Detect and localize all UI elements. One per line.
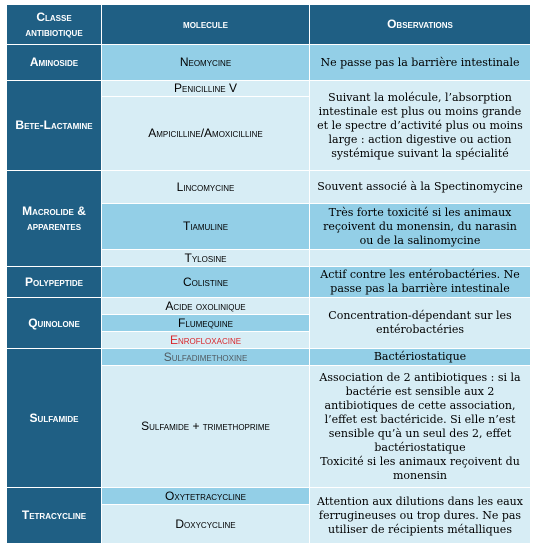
table-row [7, 298, 531, 315]
class-quinolone: Quinolone [7, 298, 102, 349]
observation-lincomycine: Souvent associé à la Spectinomycine [310, 171, 531, 204]
observation-polypeptide: Actif contre les entérobactéries. Ne passe pas la barrière intestinale [310, 267, 531, 298]
class-aminoside: Aminoside [7, 45, 102, 81]
molecule-neomycine: Neomycine [102, 45, 310, 81]
class-macrolide: Macrolide & apparentes [7, 171, 102, 267]
observation-sulfamide-toxicite: Toxicité si les animaux reçoivent du monensin [320, 454, 520, 482]
class-sulfamide: Sulfamide [7, 349, 102, 488]
observation-beta-lactamine: Suivant la molécule, l’absorption intestinale est plus ou moins grande et le spectre d’activité plus ou moins large : action digestive ou action systémique suivant la spécialité [310, 81, 531, 171]
molecule-sulfadimethoxine: Sulfadimethoxine [102, 349, 310, 366]
molecule-acide-oxolinique: Acide oxolinique [102, 298, 310, 315]
header-molecule: molecule [102, 5, 310, 45]
header-classe: Classe antibiotique [7, 5, 102, 45]
molecule-flumequine: Flumequine [102, 315, 310, 332]
table-row [7, 267, 531, 298]
observation-sulfadimethoxine: Bactériostatique [310, 349, 531, 366]
observation-sulfamide [310, 366, 531, 488]
molecule-oxytetracycline: Oxytetracycline [102, 488, 310, 505]
molecule-doxycycline: Doxycycline [102, 505, 310, 544]
table-row [7, 45, 531, 81]
observation-tylosine-empty [310, 250, 531, 267]
molecule-tylosine: Tylosine [102, 250, 310, 267]
observation-quinolone: Concentration-dépendant sur les entérobactéries [310, 298, 531, 349]
molecule-ampicilline-amoxicilline: Ampicilline/Amoxicilline [102, 97, 310, 171]
table-row [7, 349, 531, 366]
molecule-lincomycine: Lincomycine [102, 171, 310, 204]
table-row [7, 488, 531, 505]
molecule-sulfamide-trimethoprime: Sulfamide + trimethoprime [102, 366, 310, 488]
molecule-colistine: Colistine [102, 267, 310, 298]
molecule-enrofloxacine: Enrofloxacine [102, 332, 310, 349]
antibiotics-table [6, 4, 531, 544]
header-observations: Observations [310, 5, 531, 45]
molecule-penicilline-v: Penicilline V [102, 81, 310, 97]
table-row [7, 81, 531, 97]
molecule-tiamuline: Tiamuline [102, 204, 310, 250]
class-tetracycline: Tetracycline [7, 488, 102, 544]
observation-sulfamide-association: Association de 2 antibiotiques : si la bactérie est sensible aux 2 antibiotiques de cette association, l’effet est bactéricide. Si elle n’est sensible qu’à un seul des 2, effet bactériostatique [319, 370, 521, 454]
class-beta-lactamine: Bete-Lactamine [7, 81, 102, 171]
table-header-row [7, 5, 531, 45]
class-polypeptide: Polypeptide [7, 267, 102, 298]
observation-tetracycline: Attention aux dilutions dans les eaux ferrugineuses ou trop dures. Ne pas utiliser de récipients métalliques [310, 488, 531, 544]
table-row [7, 171, 531, 204]
observation-tiamuline: Très forte toxicité si les animaux reçoivent du monensin, du narasin ou de la salinomycine [310, 204, 531, 250]
observation-aminoside: Ne passe pas la barrière intestinale [310, 45, 531, 81]
